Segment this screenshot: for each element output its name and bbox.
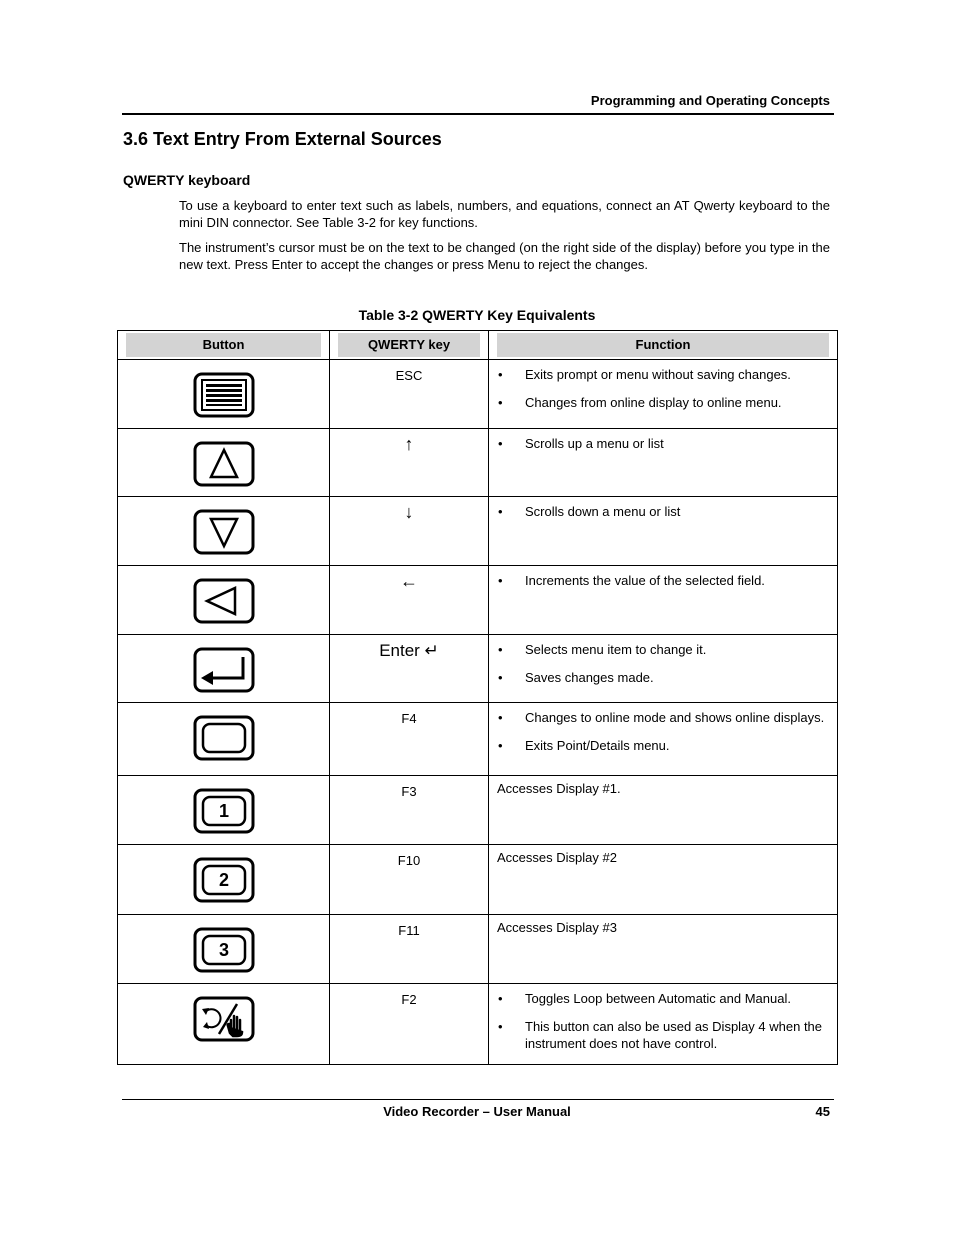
display-number-label: 3 xyxy=(218,940,229,960)
menu-key-icon xyxy=(193,372,255,418)
loop-auto-manual-key-icon xyxy=(193,996,255,1042)
table-row xyxy=(118,915,838,984)
table-row xyxy=(118,566,838,635)
qwerty-key: F2 xyxy=(401,992,417,1007)
function-text: Accesses Display #3 xyxy=(497,920,617,935)
function-item: • Toggles Loop between Automatic and Manual. xyxy=(497,991,827,1008)
display-3-key-icon xyxy=(193,927,255,973)
running-header: Programming and Operating Concepts xyxy=(590,93,830,108)
footer-title: Video Recorder – User Manual xyxy=(383,1104,571,1119)
down-arrow-key-icon xyxy=(193,509,255,555)
table-row xyxy=(118,497,838,566)
table-row xyxy=(118,360,838,429)
qwerty-key: F10 xyxy=(397,853,421,868)
header-function: Function xyxy=(489,331,838,360)
cursor-paragraph: The instrument’s cursor must be on the text to be changed (on the right side of the display) before you type in the new text. Press Enter to accept the changes or press Menu to reject the changes. xyxy=(179,240,830,272)
header-button: Button xyxy=(118,331,330,360)
header-rule xyxy=(122,113,834,115)
left-arrow-key-icon xyxy=(193,578,255,624)
function-item: • This button can also be used as Display 4 when the instrument does not have control. xyxy=(497,1019,827,1052)
function-item: • Changes to online mode and shows online displays. xyxy=(497,710,827,727)
subsection-title: QWERTY keyboard xyxy=(123,172,251,188)
function-item: • Changes from online display to online menu. xyxy=(497,395,827,412)
qwerty-key: F11 xyxy=(398,923,420,938)
function-item: • Increments the value of the selected field. xyxy=(497,573,827,590)
key-equivalents-table xyxy=(117,330,838,1065)
table-row xyxy=(118,635,838,703)
header-qwerty-key: QWERTY key xyxy=(330,331,489,360)
intro-paragraph: To use a keyboard to enter text such as labels, numbers, and equations, connect an AT Qwerty keyboard to the mini DIN connector. See Table 3-2 for key functions. xyxy=(179,198,830,230)
display-number-label: 2 xyxy=(218,870,229,890)
function-item: • Scrolls down a menu or list xyxy=(497,504,827,521)
table-row xyxy=(118,776,838,845)
function-text: Accesses Display #1. xyxy=(497,781,621,796)
function-item: • Exits prompt or menu without saving changes. xyxy=(497,367,827,384)
table-caption: Table 3-2 QWERTY Key Equivalents xyxy=(358,307,596,323)
page-number: 45 xyxy=(815,1104,830,1119)
function-item: • Saves changes made. xyxy=(497,670,827,687)
function-item: • Exits Point/Details menu. xyxy=(497,738,827,755)
display-1-key-icon xyxy=(193,788,255,834)
section-title: 3.6 Text Entry From External Sources xyxy=(123,129,442,149)
table-row xyxy=(118,429,838,497)
online-key-icon xyxy=(193,715,255,761)
qwerty-key: ↓ xyxy=(404,502,414,522)
enter-key-icon xyxy=(193,647,255,693)
up-arrow-key-icon xyxy=(193,441,255,487)
qwerty-key: ESC xyxy=(395,368,423,383)
function-item: • Selects menu item to change it. xyxy=(497,642,827,659)
qwerty-key: F4 xyxy=(401,711,417,726)
qwerty-key: ← xyxy=(400,571,418,591)
footer-rule xyxy=(122,1099,834,1100)
qwerty-key: F3 xyxy=(401,784,417,799)
qwerty-key: Enter ↵ xyxy=(379,641,439,660)
table-row xyxy=(118,703,838,776)
table-row xyxy=(118,845,838,915)
function-item: • Scrolls up a menu or list xyxy=(497,436,827,453)
display-number-label: 1 xyxy=(218,801,229,821)
function-text: Accesses Display #2 xyxy=(497,850,617,865)
qwerty-key: ↑ xyxy=(404,434,414,454)
table-row xyxy=(118,984,838,1065)
display-2-key-icon xyxy=(193,857,255,903)
